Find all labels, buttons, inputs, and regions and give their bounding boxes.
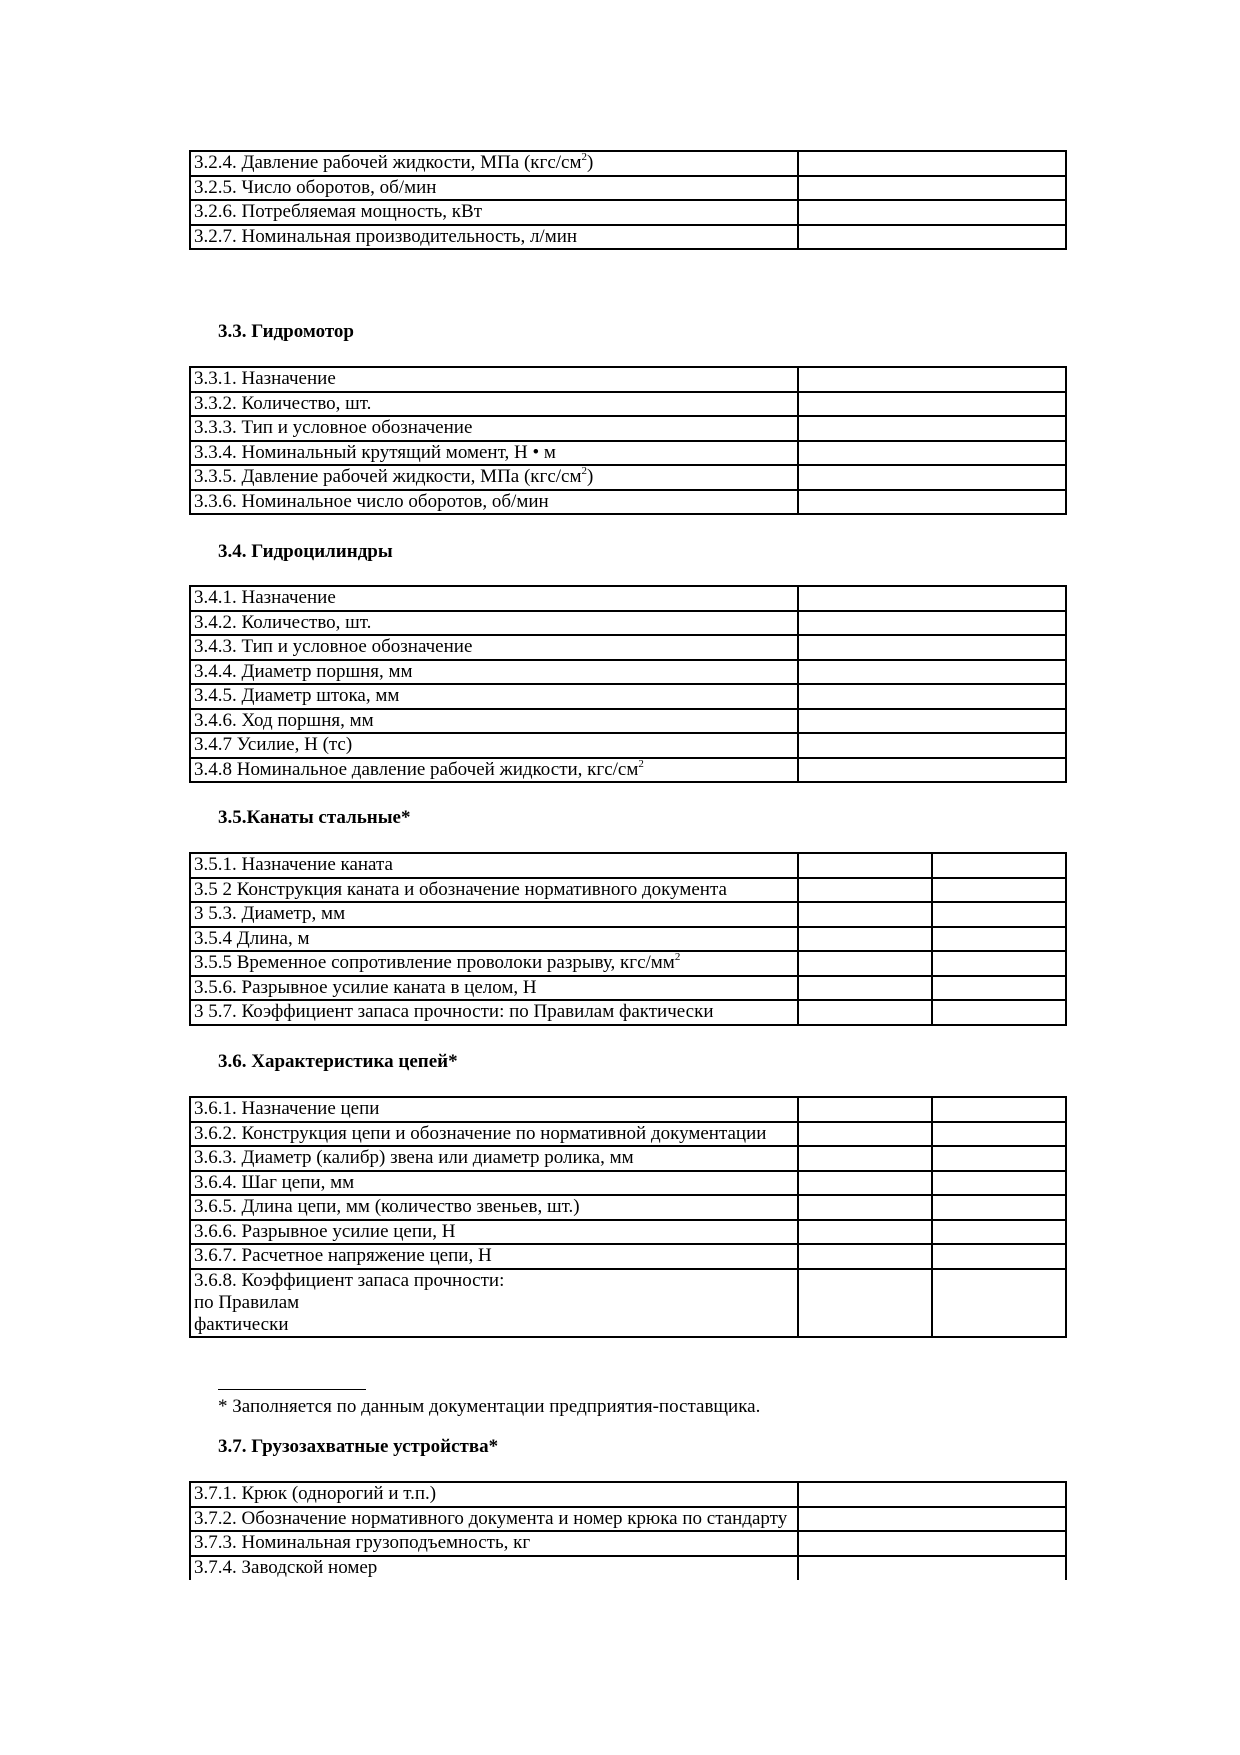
table-row [190, 611, 1066, 636]
table-row [190, 1482, 1066, 1507]
value-cell[interactable] [798, 151, 1066, 176]
value-cell[interactable] [798, 1531, 1066, 1556]
table-row [190, 151, 1066, 176]
value-cell[interactable] [798, 490, 1066, 515]
table-row [190, 853, 1066, 878]
value-cell[interactable] [798, 758, 1066, 783]
table-row [190, 1146, 1066, 1171]
section-title-chains: 3.6. Характеристика цепей* [218, 1051, 458, 1072]
value-cell[interactable] [932, 1269, 1066, 1337]
pump-params-table [189, 150, 1067, 250]
table-row [190, 733, 1066, 758]
row-label: 3.6.5. Длина цепи, мм (количество звеньев, шт.) [190, 1195, 798, 1220]
row-label: 3.4.4. Диаметр поршня, мм [190, 660, 798, 685]
row-label: 3.2.4. Давление рабочей жидкости, МПа $(кгс/см^2)$ [190, 151, 798, 176]
row-label: 3.4.8 Номинальное давление рабочей жидкости, кгс/$см^2$ [190, 758, 798, 783]
table-row [190, 1507, 1066, 1532]
row-label: 3.3.3. Тип и условное обозначение [190, 416, 798, 441]
value-cell[interactable] [932, 927, 1066, 952]
section-title-hydromotor: 3.3. Гидромотор [218, 321, 354, 342]
row-label: 3 5.3. Диаметр, мм [190, 902, 798, 927]
row-label: 3 5.7. Коэффициент запаса прочности: по Правилам фактически [190, 1000, 798, 1025]
value-cell[interactable] [798, 1195, 932, 1220]
value-cell[interactable] [798, 1507, 1066, 1532]
table-row [190, 878, 1066, 903]
table-row [190, 1195, 1066, 1220]
table-row [190, 976, 1066, 1001]
row-label: 3.5 2 Конструкция каната и обозначение нормативного документа [190, 878, 798, 903]
row-label: 3.4.7 Усилие, Н (тс) [190, 733, 798, 758]
value-cell[interactable] [798, 1220, 932, 1245]
table-row [190, 490, 1066, 515]
row-label: 3.5.5 Временное сопротивление проволоки разрыву, кгс/$мм^2$ [190, 951, 798, 976]
section-title-hydrocylinders: 3.4. Гидроцилиндры [218, 541, 393, 562]
table-row [190, 951, 1066, 976]
table-row [190, 684, 1066, 709]
row-label: 3.6.1. Назначение цепи [190, 1097, 798, 1122]
value-cell[interactable] [798, 586, 1066, 611]
row-label-line: по Правилам [194, 1291, 300, 1313]
row-label: 3.5.1. Назначение каната [190, 853, 798, 878]
row-label: 3.6.3. Диаметр (калибр) звена или диаметр ролика, мм [190, 1146, 798, 1171]
row-label: 3.7.1. Крюк (однорогий и т.п.) [190, 1482, 798, 1507]
steel-ropes-table [189, 852, 1067, 1026]
value-cell[interactable] [932, 1146, 1066, 1171]
footnote: * Заполняется по данным документации предприятия-поставщика. [218, 1396, 761, 1417]
table-row [190, 1220, 1066, 1245]
table-row [190, 709, 1066, 734]
value-cell[interactable] [798, 878, 932, 903]
row-label: 3.2.6. Потребляемая мощность, кВт [190, 200, 798, 225]
value-cell[interactable] [798, 1000, 932, 1025]
row-label: 3.7.2. Обозначение нормативного документа и номер крюка по стандарту [190, 1507, 798, 1532]
table-row [190, 586, 1066, 611]
row-label [190, 1269, 798, 1337]
row-label: 3.3.5. Давление рабочей жидкости, МПа $(кгс/см^2)$ [190, 465, 798, 490]
table-row [190, 1097, 1066, 1122]
value-cell[interactable] [798, 976, 932, 1001]
section-title-steel-ropes: 3.5.Канаты стальные* [218, 807, 411, 828]
row-label: 3.3.2. Количество, шт. [190, 392, 798, 417]
hydromotor-table [189, 366, 1067, 515]
value-cell[interactable] [932, 1000, 1066, 1025]
row-label: 3.3.1. Назначение [190, 367, 798, 392]
table-row [190, 1556, 1066, 1581]
value-cell[interactable] [798, 200, 1066, 225]
value-cell[interactable] [932, 1244, 1066, 1269]
value-cell[interactable] [932, 951, 1066, 976]
row-label: 3.4.3. Тип и условное обозначение [190, 635, 798, 660]
value-cell[interactable] [798, 367, 1066, 392]
hydrocylinders-table [189, 585, 1067, 783]
value-cell[interactable] [798, 660, 1066, 685]
value-cell[interactable] [932, 1122, 1066, 1147]
table-row [190, 416, 1066, 441]
value-cell[interactable] [932, 902, 1066, 927]
row-label-line: фактически [194, 1313, 289, 1335]
footnote-separator [218, 1389, 366, 1390]
row-label: 3.7.4. Заводской номер [190, 1556, 798, 1581]
value-cell[interactable] [932, 1220, 1066, 1245]
value-cell[interactable] [932, 878, 1066, 903]
table-row [190, 1244, 1066, 1269]
table-row [190, 660, 1066, 685]
value-cell[interactable] [932, 976, 1066, 1001]
value-cell[interactable] [798, 1097, 932, 1122]
row-label: 3.5.4 Длина, м [190, 927, 798, 952]
value-cell[interactable] [798, 1482, 1066, 1507]
table-row [190, 1000, 1066, 1025]
row-label: 3.6.7. Расчетное напряжение цепи, Н [190, 1244, 798, 1269]
value-cell[interactable] [798, 927, 932, 952]
row-label: 3.6.2. Конструкция цепи и обозначение по нормативной документации [190, 1122, 798, 1147]
value-cell[interactable] [798, 465, 1066, 490]
value-cell[interactable] [798, 635, 1066, 660]
row-label: 3.4.2. Количество, шт. [190, 611, 798, 636]
table-row [190, 635, 1066, 660]
value-cell[interactable] [798, 1556, 1066, 1581]
value-cell[interactable] [798, 733, 1066, 758]
row-label: 3.4.5. Диаметр штока, мм [190, 684, 798, 709]
row-label-line: 3.6.8. Коэффициент запаса прочности: [194, 1269, 505, 1291]
row-label: 3.6.6. Разрывное усилие цепи, Н [190, 1220, 798, 1245]
value-cell[interactable] [798, 176, 1066, 201]
row-label: 3.4.6. Ход поршня, мм [190, 709, 798, 734]
value-cell[interactable] [798, 392, 1066, 417]
table-row [190, 1531, 1066, 1556]
table-row [190, 367, 1066, 392]
row-label: 3.2.5. Число оборотов, об/мин [190, 176, 798, 201]
chains-table [189, 1096, 1067, 1338]
value-cell[interactable] [798, 709, 1066, 734]
row-label: 3.7.3. Номинальная грузоподъемность, кг [190, 1531, 798, 1556]
table-row [190, 1171, 1066, 1196]
value-cell[interactable] [932, 1195, 1066, 1220]
value-cell[interactable] [798, 853, 932, 878]
load-handling-table [189, 1481, 1067, 1580]
table-row [190, 758, 1066, 783]
row-label: 3.5.6. Разрывное усилие каната в целом, Н [190, 976, 798, 1001]
table-row [190, 200, 1066, 225]
value-cell[interactable] [932, 853, 1066, 878]
value-cell[interactable] [798, 1122, 932, 1147]
value-cell[interactable] [932, 1171, 1066, 1196]
row-label: 3.6.4. Шаг цепи, мм [190, 1171, 798, 1196]
value-cell[interactable] [798, 416, 1066, 441]
row-label: 3.4.1. Назначение [190, 586, 798, 611]
table-row [190, 225, 1066, 250]
table-row [190, 1269, 1066, 1337]
table-row [190, 392, 1066, 417]
table-row [190, 465, 1066, 490]
value-cell[interactable] [798, 1171, 932, 1196]
value-cell[interactable] [932, 1097, 1066, 1122]
table-row [190, 1122, 1066, 1147]
table-row [190, 176, 1066, 201]
value-cell[interactable] [798, 1244, 932, 1269]
section-title-load-handling: 3.7. Грузозахватные устройства* [218, 1436, 499, 1457]
table-row [190, 902, 1066, 927]
table-row [190, 441, 1066, 466]
value-cell[interactable] [798, 902, 932, 927]
value-cell[interactable] [798, 1269, 932, 1337]
value-cell[interactable] [798, 225, 1066, 250]
table-row [190, 927, 1066, 952]
row-label: 3.2.7. Номинальная производительность, л/мин [190, 225, 798, 250]
value-cell[interactable] [798, 1146, 932, 1171]
value-cell[interactable] [798, 611, 1066, 636]
row-label: 3.3.6. Номинальное число оборотов, об/мин [190, 490, 798, 515]
value-cell[interactable] [798, 951, 932, 976]
value-cell[interactable] [798, 441, 1066, 466]
value-cell[interactable] [798, 684, 1066, 709]
row-label: 3.3.4. Номинальный крутящий момент, Н • м [190, 441, 798, 466]
